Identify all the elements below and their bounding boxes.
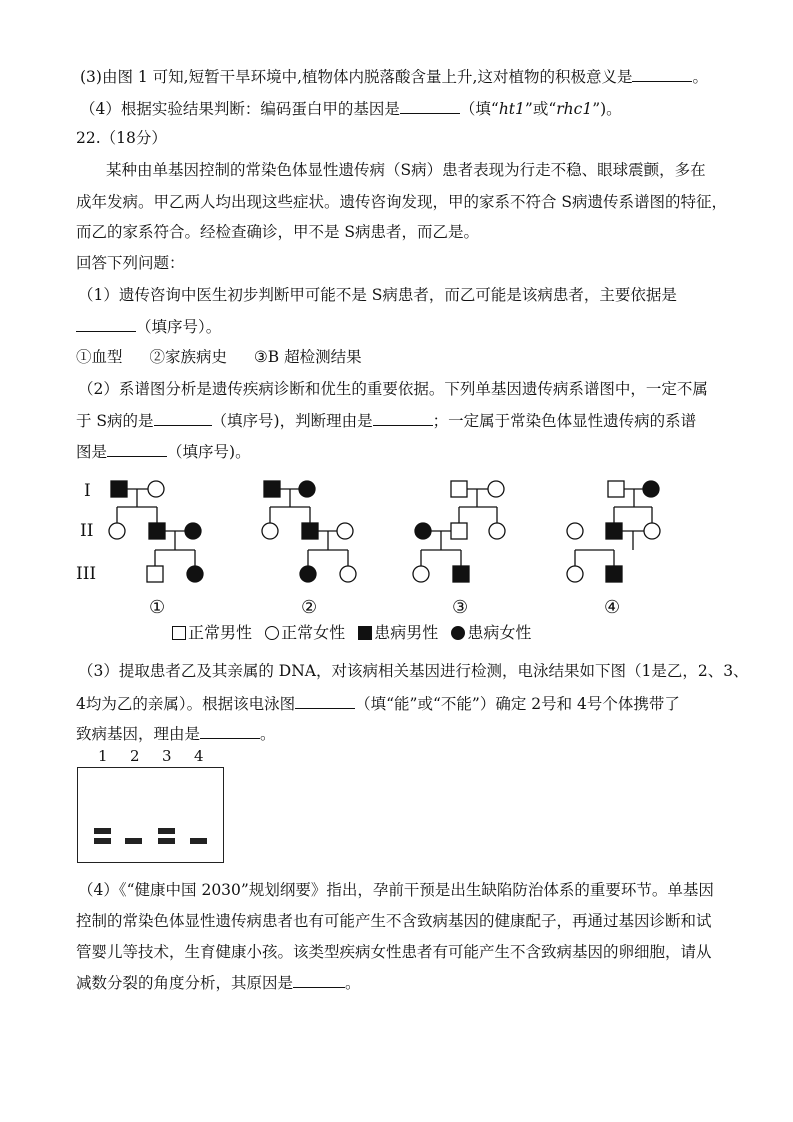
normal-male — [147, 566, 163, 582]
filled-square-icon — [358, 626, 372, 640]
electrophoresis-gel — [77, 767, 224, 863]
legend-normal-male: 正常男性 — [172, 622, 252, 644]
filled-circle-icon — [451, 626, 465, 640]
affected-male — [606, 566, 622, 582]
gel-lane-label-3: 3 — [162, 747, 172, 765]
affected-female — [300, 566, 316, 582]
gel-band — [190, 838, 207, 844]
intro-line: 成年发病。甲乙两人均出现这些症状。遗传咨询发现，甲的家系不符合 S病遗传系谱图的特征， — [76, 193, 728, 211]
pedigree-3 — [413, 481, 505, 618]
normal-male — [608, 481, 624, 497]
generation-label-2: II — [80, 521, 94, 541]
part1-line2: （填序号）。 — [76, 316, 221, 337]
normal-female — [567, 523, 583, 539]
part2-text: （2）系谱图分析是遗传疾病诊断和优生的重要依据。下列单基因遗传病系谱图中，一定不属 — [78, 380, 708, 398]
normal-male — [451, 481, 467, 497]
part4-text: 管婴儿等技术，生育健康小孩。该类型疾病女性患者有可能产生不含致病基因的卵细胞，请从 — [76, 943, 712, 961]
normal-female — [148, 481, 164, 497]
q3-prev-text: (3)由图 1 可知,短暂干旱环境中,植物体内脱落酸含量上升,这对植物的积极意义是 — [80, 68, 633, 86]
pedigree-2 — [262, 481, 356, 618]
affected-male — [149, 523, 165, 539]
gel-band — [158, 828, 175, 834]
affected-male — [264, 481, 280, 497]
answer-blank[interactable] — [293, 972, 345, 988]
circle-icon — [265, 626, 279, 640]
gel-band — [94, 838, 111, 844]
part2-line3: 图是 （填序号)。 — [76, 443, 251, 461]
gel-band — [94, 828, 111, 834]
affected-female — [415, 523, 431, 539]
part3-line3: 致病基因，理由是 。 — [76, 725, 276, 743]
pedigree-label-3: ③ — [452, 597, 469, 618]
affected-female — [299, 481, 315, 497]
gel-band — [158, 838, 175, 844]
affected-female — [187, 566, 203, 582]
part3-line2: 4均为乙的亲属）。根据该电泳图 （填“能”或“不能”）确定 2号和 4号个体携带了 — [76, 695, 680, 713]
intro-line: 而乙的家系符合。经检查确诊，甲不是 S病患者，而乙是。 — [76, 223, 480, 241]
generation-label-3: III — [76, 564, 97, 584]
question-header: 22.（18分） — [76, 129, 167, 147]
pedigree-legend — [172, 622, 539, 644]
option-blood-type: ①血型 — [76, 348, 123, 366]
pedigree-4 — [567, 481, 660, 618]
pedigree-label-1: ① — [149, 597, 166, 618]
normal-female — [340, 566, 356, 582]
gene-name: rhc1 — [556, 100, 593, 118]
answer-blank[interactable] — [295, 693, 355, 709]
part2-line2: 于 S病的是 （填序号)，判断理由是 ；一定属于常染色体显性遗传病的系谱 — [76, 412, 697, 430]
gel-band — [125, 838, 142, 844]
legend-normal-female: 正常女性 — [265, 622, 345, 644]
option-ultrasound: ③B 超检测结果 — [253, 348, 362, 366]
normal-female — [567, 566, 583, 582]
pedigree-1 — [109, 481, 203, 618]
affected-female — [643, 481, 659, 497]
normal-female — [413, 566, 429, 582]
normal-male — [451, 523, 467, 539]
affected-male — [111, 481, 127, 497]
pedigree-label-2: ② — [301, 597, 318, 618]
normal-female — [109, 523, 125, 539]
part4-text: （4）《“健康中国 2030”规划纲要》指出，孕前干预是出生缺陷防治体系的重要环节。单基因 — [78, 881, 714, 899]
normal-female — [489, 523, 505, 539]
affected-female — [185, 523, 201, 539]
gene-name: ht1 — [498, 100, 525, 118]
option-family-history: ②家族病史 — [149, 348, 227, 366]
affected-male — [302, 523, 318, 539]
pedigree-label-4: ④ — [604, 597, 621, 618]
q4-prev-line: （4）根据实验结果判断：编码蛋白甲的基因是 （填“ht1”或“rhc1”)。 — [80, 100, 622, 118]
gel-lane-label-4: 4 — [194, 747, 204, 765]
legend-affected-male: 患病男性 — [358, 622, 438, 644]
affected-male — [606, 523, 622, 539]
legend-affected-female: 患病女性 — [451, 622, 531, 644]
answer-prompt: 回答下列问题： — [76, 254, 185, 272]
gel-lane-label-1: 1 — [98, 747, 108, 765]
part3-text: （3）提取患者乙及其亲属的 DNA，对该病相关基因进行检测，电泳结果如下图（1是乙，2、3、 — [78, 662, 749, 680]
intro-line: 某种由单基因控制的常染色体显性遗传病（S病）患者表现为行走不稳、眼球震颤，多在 — [106, 161, 706, 179]
q3-prev-line: (3)由图 1 可知,短暂干旱环境中,植物体内脱落酸含量上升,这对植物的积极意义是 。 — [80, 68, 708, 86]
affected-male — [453, 566, 469, 582]
normal-female — [644, 523, 660, 539]
answer-blank[interactable] — [200, 723, 260, 739]
normal-female — [262, 523, 278, 539]
square-icon — [172, 626, 186, 640]
part1-text: （1）遗传咨询中医生初步判断甲可能不是 S病患者，而乙可能是该病患者，主要依据是 — [78, 286, 677, 304]
part4-text: 控制的常染色体显性遗传病患者也有可能产生不含致病基因的健康配子，再通过基因诊断和试 — [76, 912, 712, 930]
part4-last-line: 减数分裂的角度分析，其原因是 。 — [76, 974, 361, 992]
gel-lane-label-2: 2 — [130, 747, 140, 765]
normal-female — [337, 523, 353, 539]
generation-label-1: I — [84, 481, 91, 501]
normal-female — [488, 481, 504, 497]
